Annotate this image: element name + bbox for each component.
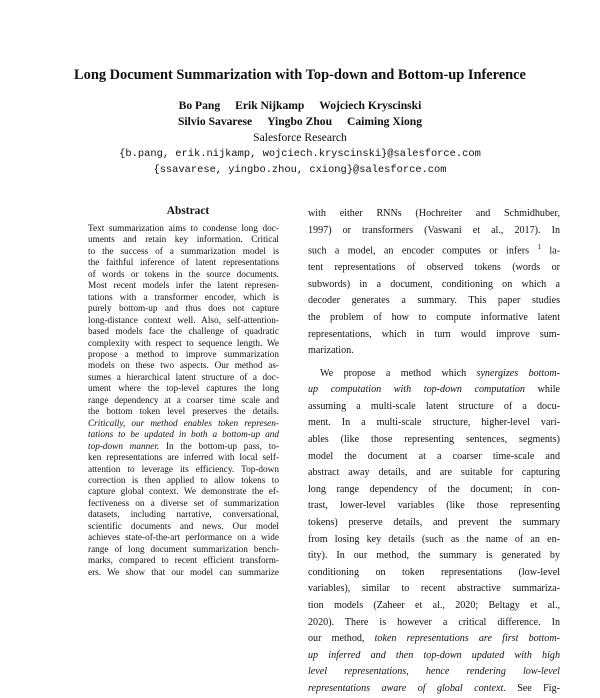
body-line: conditioning on token representations (low-level	[308, 566, 560, 578]
abstract-line: sumes a hierarchical latent structure of a doc-	[88, 372, 279, 383]
abstract-heading: Abstract	[166, 205, 210, 217]
abstract-line: capture global context. We demonstrate the ef-	[88, 487, 279, 498]
body-run: while	[524, 384, 560, 396]
abstract-line: complexity with respect to sequence length. We	[88, 338, 279, 349]
author-block	[40, 98, 560, 178]
author-name: Yingbo Zhou	[267, 115, 333, 128]
body-line: abstract away details, and are suitable for capturing	[308, 467, 560, 479]
body-line	[308, 681, 560, 698]
body-run: la-	[540, 245, 560, 257]
author-name: Caiming Xiong	[346, 115, 423, 128]
body-run: such a model, an encoder computes or infers	[308, 245, 530, 257]
body-line: variables), similar to recent abstractive summariza-	[308, 583, 560, 595]
author-name: Bo Pang	[178, 99, 221, 112]
abstract-italic-run: top-down manner.	[88, 441, 160, 452]
abstract-line: fectiveness on a diverse set of summarization	[88, 498, 279, 509]
body-italic-run: token representations are first bottom-	[374, 633, 560, 645]
abstract-line: based models face the challenge of quadratic	[88, 327, 279, 338]
body-run: See Fig-	[505, 682, 560, 694]
abstract-line: ken representations are inferred with local self-	[88, 453, 279, 464]
body-line: tokens) preserve details, and prevent the summary	[308, 517, 560, 529]
abstract-line: ument where the top-level captures the long	[88, 384, 279, 395]
authors-row-1	[40, 98, 560, 114]
body-line: ment. In a multi-scale structure, higher-level vari-	[308, 417, 560, 429]
body-line: model the document at a coarser time-scale and	[308, 450, 560, 462]
body-line: the problem of how to compute informative latent	[308, 311, 560, 323]
authors-row-2	[40, 114, 560, 130]
body-italic-run: synergizes bottom-	[476, 367, 560, 379]
abstract-line: uments and retain key information. Critical	[88, 235, 279, 246]
body-line: representations, which in turn would improve sum-	[308, 328, 560, 340]
abstract-line: Most recent models infer the latent represen-	[88, 281, 279, 292]
body-line: tion models (Zaheer et al., 2020; Beltagy et al.,	[308, 600, 560, 612]
body-line: subwords) in a document, conditioning on which a	[308, 278, 560, 290]
body-line	[308, 239, 560, 260]
body-line: decoder generates a summary. This paper studies	[308, 295, 560, 307]
body-line: trast, lower-level variables (like those representing	[308, 500, 560, 512]
email-line: {ssavarese, yingbo.zhou, cxiong}@salesforce.com	[153, 164, 447, 176]
body-run: our method,	[308, 633, 365, 645]
body-line: 1997) or transformers (Vaswani et al., 2017). In	[308, 224, 560, 236]
abstract-line: ers. We show that our model can summarize	[88, 567, 279, 578]
abstract-line: of words or tokens in the source documents.	[88, 269, 279, 280]
abstract-line: tations to be updated in both a bottom-up and	[88, 430, 279, 441]
body-line: with either RNNs (Hochreiter and Schmidhuber,	[308, 208, 560, 219]
abstract-line: Text summarization aims to condense long doc-	[88, 224, 279, 234]
abstract-line: achieves state-of-the-art performance on a wide	[88, 533, 279, 544]
body-line	[308, 366, 560, 383]
abstract-line: marks, compared to recent efficient transform-	[88, 556, 279, 567]
abstract-line: to the success of a summarization model is	[88, 246, 279, 257]
abstract-run: In the bottom-up pass, to-	[159, 441, 279, 452]
body-line: assuming a multi-scale latent structure of a docu-	[308, 400, 560, 412]
author-name: Silvio Savarese	[177, 115, 253, 128]
abstract-line: Critically, our method enables token represen-	[88, 418, 279, 429]
body-line: 2020). There is however a critical difference. In	[308, 616, 560, 628]
author-name: Erik Nijkamp	[235, 99, 305, 112]
body-line: tent representations of observed tokens (words or	[308, 262, 560, 274]
body-italic-run: representations aware of global context.	[308, 682, 506, 694]
abstract-line: tations with a transformer encoder, which is	[88, 292, 279, 303]
email-line: {b.pang, erik.nijkamp, wojciech.kryscinski}@salesforce.com	[119, 148, 481, 160]
body-run: We propose a method which	[320, 367, 467, 379]
abstract-line: attention to leverage its efficiency. Top-down	[88, 464, 279, 475]
paper-title: Long Document Summarization with Top-down and Bottom-up Inference	[74, 67, 526, 83]
author-name: Wojciech Kryscinski	[319, 99, 422, 112]
body-line: from losing key details (such as the name of an en-	[308, 533, 560, 545]
body-line: level representations, hence rendering low-level	[308, 666, 560, 678]
abstract-line	[88, 442, 279, 453]
body-line: long range dependency of the document; in con-	[308, 483, 560, 495]
abstract-body	[88, 224, 279, 579]
affiliation: Salesforce Research	[253, 131, 347, 144]
body-italic-run: up computation with top-down computation	[308, 384, 525, 396]
abstract-line: the bottom token level preserves the details.	[88, 407, 279, 418]
intro-body	[308, 206, 560, 698]
abstract-line: range dependency at a coarser time scale and	[88, 395, 279, 406]
footnote-marker[interactable]: 1	[537, 243, 541, 252]
abstract-line: purely bottom-up and thus does not capture	[88, 304, 279, 315]
abstract-line: models on these two aspects. Our method as-	[88, 361, 279, 372]
abstract-line: the faithful inference of latent representations	[88, 258, 279, 269]
body-line: up inferred and then top-down updated with high	[308, 649, 560, 661]
abstract-line: datasets, including narrative, conversational,	[88, 510, 279, 521]
body-line	[308, 631, 560, 648]
body-line: marization.	[308, 345, 354, 357]
body-line: ables (like those representing sentences, segments)	[308, 434, 560, 446]
abstract-line: long-distance context well. Also, self-attention-	[88, 315, 279, 326]
body-line: tity). In our method, the summary is generated by	[308, 550, 560, 562]
abstract-line: scientific documents and news. Our model	[88, 521, 279, 532]
body-line	[308, 382, 560, 399]
abstract-line: correction is then applied to allow tokens to	[88, 475, 279, 486]
abstract-line: propose a method to improve summarization	[88, 349, 279, 360]
abstract-line: range of long document summarization bench-	[88, 544, 279, 555]
